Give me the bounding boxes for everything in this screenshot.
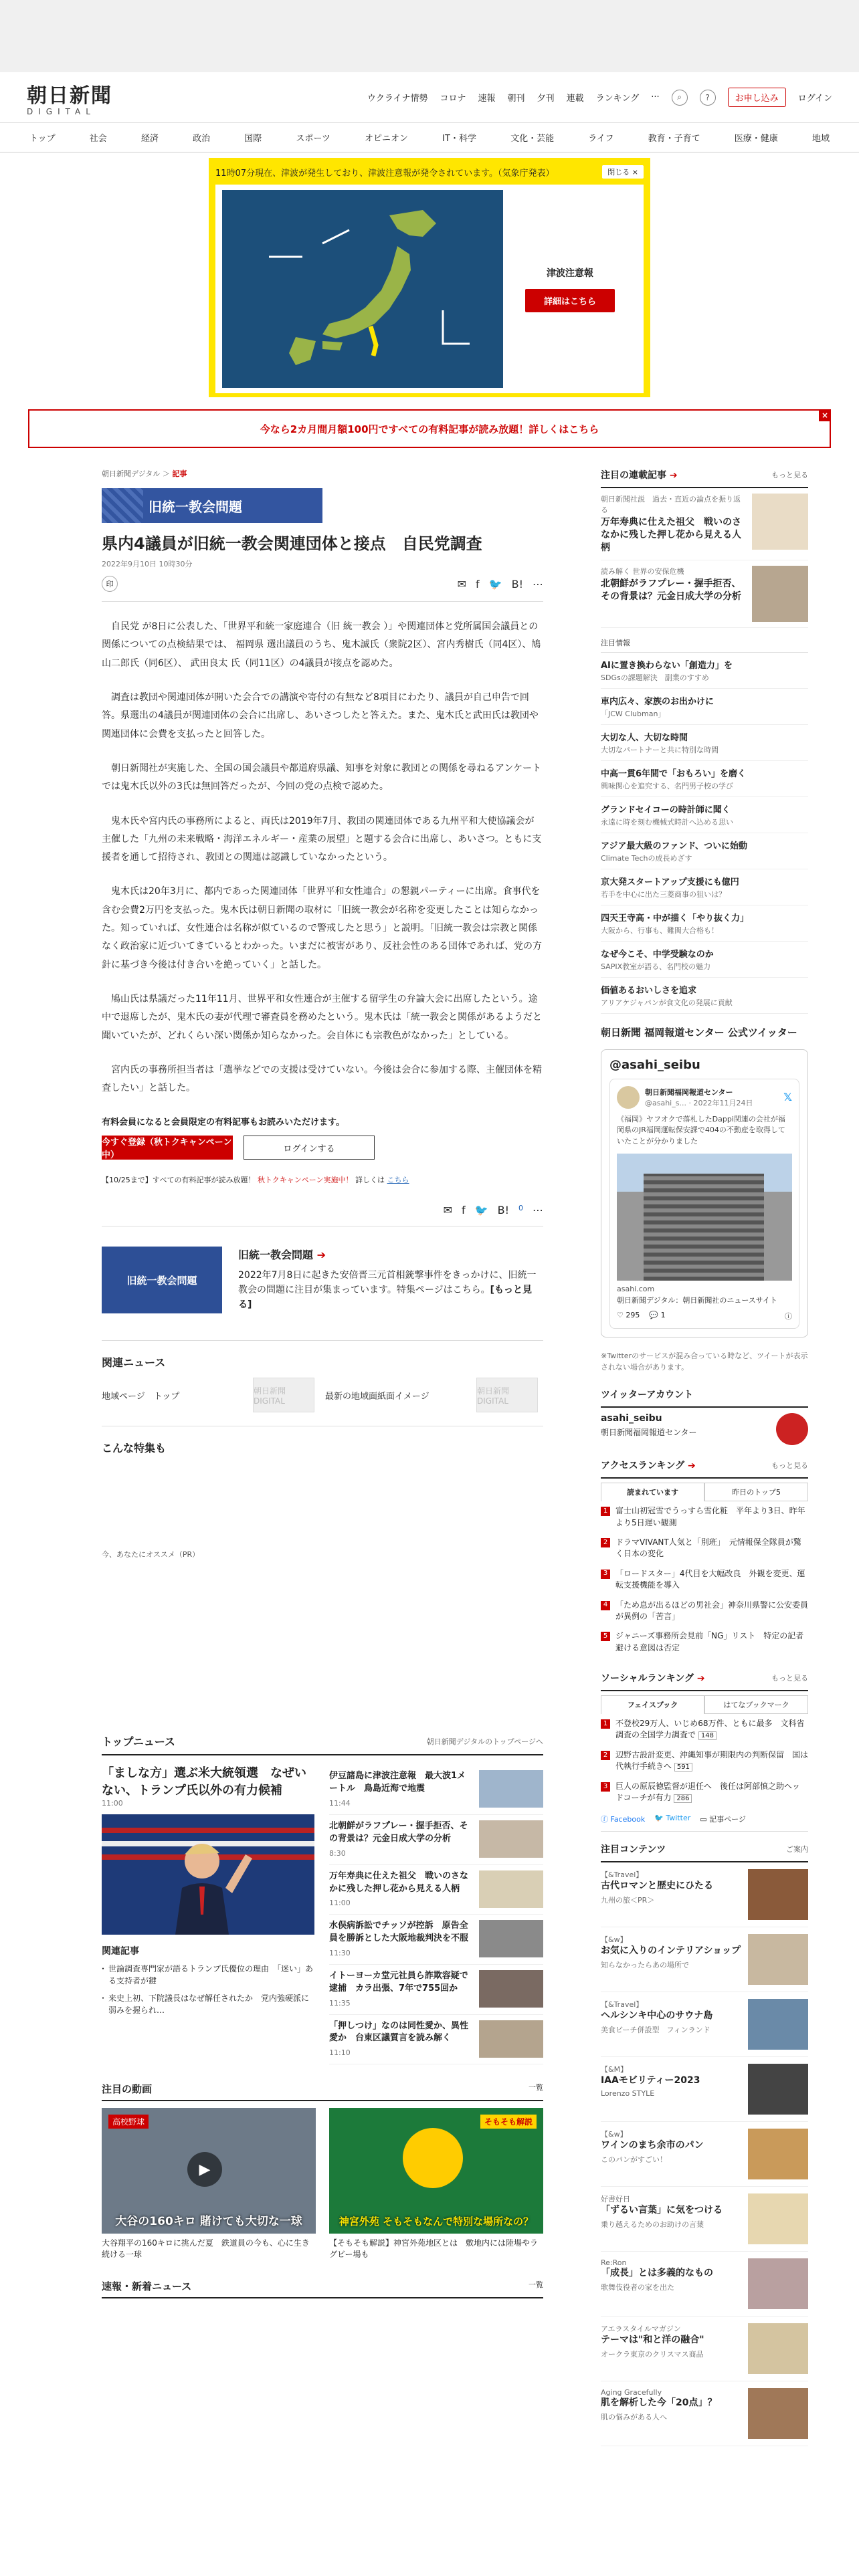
search-icon[interactable]: ⌕ <box>672 90 688 106</box>
mail-icon[interactable]: ✉ <box>443 1204 453 1217</box>
content-title: テーマは"和と洋の融合" <box>601 2334 704 2345</box>
ranking-item[interactable] <box>601 1533 808 1564</box>
series-kicker: 朝日新聞社説 過去・直近の論点を振り返る <box>601 495 741 514</box>
notice-item[interactable] <box>601 942 808 978</box>
topic-more-link[interactable]: [もっと見る] <box>238 1285 533 1310</box>
reply-count: 1 <box>660 1311 666 1320</box>
cat-top[interactable]: トップ <box>29 134 56 144</box>
subscription-promo-banner[interactable] <box>28 409 831 448</box>
article-paragraph: 調査は教団や関連団体が開いた会合での講演や寄付の有無など8項目にわたり、議員が自己申告で回答。県選出の4議員が関連団体の会合に出席し、あいさつしたと答えた。また、鬼木氏と武田氏は教団や関連団体に会費を支払ったと回答した。 <box>102 692 539 740</box>
tab-yesterday-top5[interactable]: 昨日のトップ5 <box>704 1483 808 1501</box>
alert-banner-text: 11時07分現在、津波が発生しており、津波注意報が発令されています。（気象庁発表） <box>215 168 555 179</box>
article-paragraph: 鬼木氏や宮内氏の事務所によると、両氏は2019年7月、教団の関連団体である九州平和大使協議会が主催した「九州の未来戦略・海洋エネルギー・産業の展望」と題する会合に出席し、あいさつ。ともに支援者を通して招待され、教団との関連は認識していなかったという。 <box>102 815 542 863</box>
social-more-link[interactable]: もっと見る <box>771 1674 808 1683</box>
arrow-right-icon: ➔ <box>688 1461 696 1472</box>
topic-title: 旧統一教会問題 <box>238 1249 314 1262</box>
campaign-b: 秋トクキャンペーン実施中！ <box>257 1176 353 1185</box>
content-title: お気に入りのインテリアショップ <box>601 1945 741 1956</box>
content-title: ワインのまち余市のパン <box>601 2139 704 2151</box>
news-time: 11:00 <box>329 1899 351 1908</box>
content-sub: 歌舞伎役者の家を出た <box>601 2283 674 2292</box>
notice-sub: Climate Techの成長めざす <box>601 853 692 863</box>
rank-number: 1 <box>601 1507 610 1516</box>
article-column <box>102 468 543 2446</box>
tweet-link-site: asahi.com <box>617 1285 655 1294</box>
series-more-link[interactable]: もっと見る <box>771 471 808 479</box>
news-time: 8:30 <box>329 1848 346 1858</box>
rank-number: 1 <box>601 1719 610 1729</box>
news-item[interactable] <box>329 1815 543 1865</box>
rank-title: 富士山初冠雪でうっすら雪化粧 平年より3日、昨年より5日遅い観測 <box>615 1506 805 1527</box>
account-avatar <box>776 1413 808 1445</box>
facebook-icon[interactable]: f <box>462 1204 466 1217</box>
arrow-right-icon: ➔ <box>696 1673 705 1685</box>
series-thumb <box>752 566 808 622</box>
tab-most-read[interactable]: 読まれています <box>601 1483 704 1501</box>
tweet-meta: @asahi_s... · 2022年11月24日 <box>645 1098 753 1107</box>
content-item[interactable] <box>601 1992 808 2057</box>
related-news-row <box>102 1378 543 1426</box>
content-heading: 注目コンテンツ <box>601 1844 666 1855</box>
arrow-right-icon: ➔ <box>316 1249 326 1262</box>
topic-image: 旧統一教会問題 <box>102 1247 222 1313</box>
news-title: 万年寿典に仕えた祖父 戦いのさなかに残した押し花から見える人柄 <box>329 1870 469 1894</box>
notice-title: 四天王寺高・中が描く「やり抜く力」 <box>601 913 749 924</box>
content-sub: 美食ビーチ併設型 フィンランド <box>601 2026 710 2035</box>
social-title: 辺野古設計変更、沖縄知事が期限内の判断保留 国は代執行手続きへ <box>615 1749 809 1772</box>
series-title: 北朝鮮がラフプレー・握手拒否、その背景は？元金日成大学の分析 <box>601 578 741 602</box>
apply-button[interactable]: お申し込み <box>728 88 786 107</box>
cat-region[interactable]: 地域 <box>812 134 830 144</box>
social-count: 148 <box>698 1731 717 1740</box>
content-kicker: 【&Travel】 <box>601 2000 644 2009</box>
cat-society[interactable]: 社会 <box>89 134 107 144</box>
article-paragraph: 朝日新聞社が実施した、全国の国会議員や都道府県議、知事を対象に教団との関係を尋ねるアンケートでは鬼木氏以外の3氏は無回答だったが、今回の党の点検で認めた。 <box>102 762 542 792</box>
content-sub: このパンがすごい！ <box>601 2155 667 2165</box>
cat-it-science[interactable]: IT・科学 <box>442 134 476 144</box>
video-thumb <box>329 2108 543 2234</box>
news-item[interactable] <box>329 1865 543 1915</box>
top-page-link[interactable]: 朝日新聞デジタルのトップページへ <box>426 1737 543 1746</box>
japan-map <box>222 190 503 388</box>
content-sub: オークラ東京のクリスマス商品 <box>601 2350 704 2359</box>
content-thumb <box>748 2129 808 2179</box>
content-title: 「ずるい言葉」に気をつける <box>601 2204 723 2216</box>
content-item[interactable] <box>601 2057 808 2122</box>
notice-item[interactable] <box>601 905 808 942</box>
twitter-handle[interactable]: @asahi_seibu <box>609 1057 700 1072</box>
rank-number: 5 <box>601 1632 610 1641</box>
news-time: 11:44 <box>329 1799 351 1808</box>
rank-number: 2 <box>601 1751 610 1760</box>
video-label: そもそも解説 <box>480 2115 537 2129</box>
notice-item[interactable] <box>601 797 808 833</box>
share-bar <box>102 576 543 602</box>
content-kicker: 【&w】 <box>601 1935 628 1944</box>
top-news-heading: トップニュース <box>102 1735 175 1749</box>
content-thumb <box>748 2193 808 2244</box>
series-item[interactable] <box>601 560 808 628</box>
notice-sub: 大切なパートナーと共に特別な時間 <box>601 745 719 754</box>
cat-life[interactable]: ライフ <box>588 134 614 144</box>
lead-news-title[interactable]: 「ましな方」選ぶ米大統領選 なぜいない、トランプ氏以外の有力候補 <box>102 1766 306 1798</box>
content-title: 「成長」とは多義的なもの <box>601 2267 713 2278</box>
avatar <box>617 1086 640 1109</box>
play-icon: ▶ <box>187 2152 222 2187</box>
social-item[interactable] <box>601 1714 808 1745</box>
more-share-icon[interactable]: ⋯ <box>533 1204 543 1217</box>
notice-sub: 大阪から、行事も、難関大合格も！ <box>601 926 719 935</box>
content-thumb <box>748 2258 808 2309</box>
news-thumb <box>479 2020 543 2058</box>
character-illustration <box>403 2128 463 2188</box>
content-item[interactable] <box>601 1862 808 1927</box>
video-label: 高校野球 <box>108 2115 149 2129</box>
notice-sub: 若手を中心に出た三菱商事の狙いは？ <box>601 889 726 899</box>
content-kicker: 【&w】 <box>601 2129 628 2139</box>
tweet-image <box>617 1154 792 1281</box>
related-link[interactable]: 地域ページ トップ <box>102 1391 180 1402</box>
site-logo[interactable] <box>27 79 134 116</box>
notice-sub: SAPIX教室が語る、名門校の魅力 <box>601 962 711 971</box>
logo-main: 朝日新聞 <box>27 84 112 108</box>
member-notice: 有料会員になると会員限定の有料記事もお読みいただけます。 <box>102 1117 345 1128</box>
mail-icon[interactable]: ✉ <box>457 577 467 591</box>
notice-title: 車内広々、家族のお出かけに <box>601 696 714 707</box>
campaign-text <box>102 1174 543 1185</box>
topic-desc: 2022年7月8日に起きた安倍晋三元首相銃撃事件をきっかけに、旧統一教会の問題に注目が集まっています。特集ページはこちら。 <box>238 1270 537 1296</box>
top-ad-band <box>0 0 859 72</box>
content-title: 肌を解析した今「20点」？ <box>601 2397 717 2408</box>
video-card[interactable] <box>102 2108 316 2260</box>
cat-opinion[interactable]: オピニオン <box>365 134 409 144</box>
notice-item[interactable] <box>601 833 808 869</box>
alert-detail-button[interactable]: 詳細はこちら <box>525 289 615 312</box>
article-paragraph: 宮内氏の事務所担当者は「選挙などでの支援は受けていない。今後は会合に参加する際、主催団体を精査したい」と話した。 <box>102 1064 542 1094</box>
pr-label: 今、あなたにオススメ（PR） <box>102 1550 200 1560</box>
social-item[interactable] <box>601 1745 808 1777</box>
series-item[interactable] <box>601 488 808 560</box>
social-title: 巨人の原辰徳監督が退任へ 後任は阿部慎之助ヘッドコーチが有力 <box>615 1781 801 1803</box>
heart-icon[interactable]: ♡ 295 <box>617 1311 640 1320</box>
article-page-link[interactable]: ▭ 記事ページ <box>700 1814 746 1824</box>
related-thumb-placeholder: 朝日新聞 DIGITAL <box>253 1378 314 1412</box>
video-thumb <box>102 2108 316 2234</box>
account-name[interactable]: asahi_seibu <box>601 1413 662 1424</box>
topic-banner-label: 旧統一教会問題 <box>149 498 242 515</box>
news-thumb <box>479 1920 543 1957</box>
nav-ukraine[interactable]: ウクライナ情勢 <box>367 94 428 104</box>
video-card[interactable] <box>329 2108 543 2260</box>
news-item[interactable] <box>329 1765 543 1815</box>
cat-politics[interactable]: 政治 <box>193 134 211 144</box>
content-title: ヘルシンキ中心のサウナ島 <box>601 2010 713 2021</box>
rank-number: 3 <box>601 1782 610 1792</box>
promo-close-button[interactable]: × <box>819 409 831 421</box>
news-title: イトーヨーカ堂元社員ら詐欺容疑で逮捕 カラ出張、7年で755回か <box>329 1970 468 1994</box>
content-sub: Lorenzo STYLE <box>601 2089 655 2099</box>
content-thumb <box>748 1934 808 1985</box>
news-title: 「押しつけ」なのは同性愛か、異性愛か 台東区議質言を読み解く <box>329 2020 469 2044</box>
cat-health[interactable]: 医療・健康 <box>734 134 778 144</box>
campaign-link[interactable]: こちら <box>387 1176 409 1185</box>
top-nav <box>367 88 832 107</box>
article-date: 2022年9月10日 10時30分 <box>102 560 193 569</box>
series-title: 万年寿典に仕えた祖父 戦いのさなかに残した押し花から見える人柄 <box>601 517 741 553</box>
news-thumb <box>479 1820 543 1858</box>
related-articles-heading: 関連記事 <box>102 1945 139 1957</box>
twitter-note: ※Twitterのサービスが混み合っている時など、ツイートが表示されない場合があります。 <box>601 1352 808 1372</box>
nav-ranking[interactable]: ランキング <box>595 94 640 104</box>
tsunami-alert-panel <box>209 158 650 397</box>
news-title: 北朝鮮がラフプレー・握手拒否、その背景は？元金日成大学の分析 <box>329 1821 468 1844</box>
series-thumb <box>752 494 808 550</box>
rank-title: ドラマVIVANT人気と「別班」 元情報保全隊員が驚く日本の変化 <box>615 1537 801 1559</box>
like-count: 295 <box>626 1311 640 1320</box>
top-news-section <box>102 1733 543 2298</box>
series-heading: 注目の連載記事 <box>601 470 666 481</box>
news-thumb <box>479 1870 543 1908</box>
category-nav <box>0 123 859 152</box>
related-article[interactable]: ・ 来史上初、下院議長はなぜ解任されたか 党内強硬派に弱みを握られ… <box>102 1992 314 2016</box>
cat-international[interactable]: 国際 <box>244 134 262 144</box>
rank-number: 4 <box>601 1601 610 1610</box>
notice-heading: 注目情報 <box>601 637 808 653</box>
alert-title: 津波注意報 <box>547 267 593 279</box>
ranking-item[interactable] <box>601 1596 808 1627</box>
register-button[interactable]: 今すぐ登録（秋トクキャンペーン中） <box>102 1136 233 1160</box>
content-sub: 乗り越えるためのお助けの言葉 <box>601 2220 704 2230</box>
info-icon[interactable]: ⓘ <box>785 1312 792 1321</box>
breadcrumb-current: 記事 <box>172 469 187 478</box>
login-link[interactable]: ログイン <box>797 94 832 104</box>
tweet-user: 朝日新聞福岡報道センター <box>645 1087 733 1097</box>
content-item[interactable] <box>601 2252 808 2317</box>
video-caption: 【そもそも解説】神宮外苑地区とは 敷地内には陸場やラグビー場も <box>329 2238 539 2259</box>
news-thumb <box>479 1970 543 2008</box>
video-heading: 注目の動画 <box>102 2083 153 2096</box>
nav-morning[interactable]: 朝刊 <box>507 94 525 104</box>
breadcrumb: 朝日新聞デジタル ＞ 記事 <box>102 469 187 478</box>
news-item[interactable] <box>329 2015 543 2065</box>
nav-breaking[interactable]: 速報 <box>478 94 496 104</box>
lead-news-photo[interactable] <box>102 1814 314 1935</box>
content-thumb <box>748 2388 808 2439</box>
breadcrumb-home[interactable]: 朝日新聞デジタル <box>102 469 161 478</box>
news-thumb <box>479 1770 543 1808</box>
ranking-item[interactable] <box>601 1564 808 1596</box>
notice-title: なぜ今こそ、中学受験なのか <box>601 949 714 960</box>
alert-close-button[interactable]: 閉じる × <box>602 165 644 179</box>
share-count: 0 <box>518 1204 523 1213</box>
social-item[interactable] <box>601 1777 808 1808</box>
notice-item[interactable] <box>601 725 808 761</box>
cat-culture[interactable]: 文化・芸能 <box>510 134 555 144</box>
tab-hatena[interactable]: はてなブックマーク <box>704 1695 808 1714</box>
content-sub: 知らなかったらあの場所で <box>601 1961 689 1970</box>
ranking-heading: アクセスランキング <box>601 1461 685 1472</box>
twitter-bird-icon: 𝕏 <box>783 1091 792 1104</box>
social-title: 不登校29万人、いじめ68万件、ともに最多 文科省調査の全国学力調査で <box>615 1719 805 1740</box>
rank-number: 2 <box>601 1538 610 1547</box>
content-kicker: Re:Ron <box>601 2258 627 2267</box>
content-kicker: 【&M】 <box>601 2064 628 2074</box>
rank-title: ジャニーズ事務所会見前「NG」リスト 特定の記者避ける意図は否定 <box>615 1631 804 1652</box>
twitter-label: Twitter <box>666 1813 691 1822</box>
promo-text: 今なら2カ月間月額100円ですべての有料記事が読み放題！詳しくはこちら <box>260 423 599 435</box>
related-news-heading: 関連ニュース <box>102 1356 166 1370</box>
related-thumb-placeholder: 朝日新聞 DIGITAL <box>476 1378 538 1412</box>
nav-corona[interactable]: コロナ <box>440 94 466 104</box>
notice-title: 京大発スタートアップ支援にも億円 <box>601 877 739 887</box>
content-thumb <box>748 1999 808 2050</box>
share-bar-bottom <box>102 1204 543 1226</box>
notice-sub: 興味関心を追究する、名門男子校の学び <box>601 781 733 790</box>
facebook-label: Facebook <box>610 1814 646 1824</box>
news-item[interactable] <box>329 1965 543 2015</box>
logo-sub: DIGITAL <box>27 106 96 116</box>
content-kicker: 好書好日 <box>601 2194 630 2204</box>
tab-facebook[interactable]: フェイスブック <box>601 1695 704 1714</box>
series-kicker: 読み解く 世界の安保危機 <box>601 566 684 576</box>
notice-item[interactable] <box>601 689 808 725</box>
campaign-c: 詳しくは <box>355 1176 385 1185</box>
hatena-icon[interactable]: B! <box>497 1204 509 1217</box>
notice-title: グランドセイコーの時計師に聞く <box>601 804 731 815</box>
account-desc: 朝日新聞福岡報道センター <box>601 1428 697 1438</box>
speed-news-more[interactable]: 一覧 <box>529 2280 543 2289</box>
content-title: IAAモビリティー2023 <box>601 2074 700 2086</box>
login-button[interactable]: ログインする <box>244 1136 375 1160</box>
notice-title: アジア最大級のファンド、ついに始動 <box>601 841 748 851</box>
news-time: 11:35 <box>329 1998 351 2008</box>
more-share-icon[interactable]: ⋯ <box>533 577 543 591</box>
notice-title: AIに置き換わらない「創造力」を <box>601 660 733 671</box>
news-time: 11:30 <box>329 1948 351 1957</box>
content-item[interactable] <box>601 1927 808 1992</box>
reply-icon[interactable]: 💬 1 <box>649 1311 666 1320</box>
news-title: 水俣病訴訟でチッソが控訴 原告全員を勝訴とした大阪地裁判決を不服 <box>329 1921 469 1944</box>
video-overlay-text: 大谷の160キロ 賭けても大切な一球 <box>115 2215 302 2229</box>
rank-title: 「ため息が出るほどの男社会」神奈川県警に公安委員が異例の「苦言」 <box>615 1600 809 1621</box>
cat-sports[interactable]: スポーツ <box>296 134 330 144</box>
notice-item[interactable] <box>601 653 808 689</box>
rank-number: 3 <box>601 1570 610 1579</box>
content-item[interactable] <box>601 2381 808 2446</box>
content-sub: 肌の悩みがある人へ <box>601 2413 667 2422</box>
arrow-right-icon: ➔ <box>669 470 678 481</box>
news-title: 伊豆諸島に津波注意報 最大波1メートル 鳥島近海で地震 <box>329 1771 466 1794</box>
twitter-icon[interactable]: 🐦 <box>474 1204 488 1217</box>
social-ranking-heading: ソーシャルランキング <box>601 1673 694 1685</box>
help-icon[interactable]: ? <box>700 90 716 106</box>
video-caption: 大谷翔平の160キロに挑んだ夏 鉄道員の今も、心に生き続ける一球 <box>102 2238 310 2259</box>
topic-box[interactable] <box>102 1247 543 1341</box>
twitter-embed <box>601 1049 808 1338</box>
news-time: 11:10 <box>329 2048 351 2058</box>
notice-sub: 永遠に時を刻む機械式時計へ込める思い <box>601 817 733 827</box>
notice-item[interactable] <box>601 761 808 797</box>
twitter-follow[interactable]: 🐦 Twitter <box>654 1813 691 1822</box>
rank-title: 「ロードスター」4代目を大幅改良 外観を変更、運転支援機能を導入 <box>615 1568 805 1590</box>
video-more-link[interactable]: 一覧 <box>529 2083 543 2092</box>
tweet-text: 《福岡》ヤフオクで落札したDappi関連の会社が福岡県のJR福岡運転保安課で404の不動産を取得していたことが分かりました <box>617 1114 785 1146</box>
cat-economy[interactable]: 経済 <box>140 134 159 144</box>
facebook-icon[interactable]: f <box>476 577 480 591</box>
article-paragraph: 鬼木氏は20年3月に、都内であった関連団体「世界平和女性連合」の懇親パーティーに出席。食事代を含む会費2万円を支払った。鬼木氏は朝日新聞の取材に「旧統一教会が名称を変更したことは知らなかった。知っていれば、女性連合は名称が似ているので警戒したと思う」と説明。「旧統一教会は宗教と関係なく政治家に近づいてきているとわかった。いまだに被害があり、反社会性のある団体であれば、党の方針に基づき今後は付き合いを絶っていく」と話した。 <box>102 886 542 970</box>
article-title: 県内4議員が旧統一教会関連団体と接点 自民党調査 <box>102 534 482 553</box>
notice-title: 大切な人、大切な時間 <box>601 732 688 743</box>
news-item[interactable] <box>329 1915 543 1965</box>
speed-news-heading: 速報・新着ニュース <box>102 2280 192 2292</box>
print-icon[interactable]: 印 <box>102 576 118 592</box>
tweet-card[interactable] <box>609 1079 799 1329</box>
notice-item[interactable] <box>601 869 808 905</box>
ranking-item[interactable] <box>601 1501 808 1533</box>
lead-news-time: 11:00 <box>102 1798 123 1808</box>
article-page-label: 記事ページ <box>709 1814 746 1824</box>
twitter-section-heading: 朝日新聞 福岡報道センター 公式ツイッター <box>601 1026 797 1039</box>
site-header <box>0 72 859 123</box>
content-item[interactable] <box>601 2187 808 2252</box>
content-thumb <box>748 2323 808 2374</box>
more-menu-button[interactable]: ··· <box>651 92 660 102</box>
nav-evening[interactable]: 夕刊 <box>537 94 555 104</box>
article-paragraph: 鳩山氏は県議だった11年11月、世界平和女性連合が主催する留学生の弁論大会に出席したという。途中で退席したが、鬼木氏の妻が代理で審査員を務めたという。鬼木氏は「統一教会と関係があるようだと聞いていたが、どれくらい深い関係か知らなかった。会自体にも宗教色がなかった」としている。 <box>102 993 542 1041</box>
notice-item[interactable] <box>601 978 808 1014</box>
notice-sub: 「JCW Clubman」 <box>601 709 666 718</box>
video-overlay-text: 神宮外苑 そもそもなんで特別な場所なの？ <box>339 2216 534 2228</box>
content-title: 古代ロマンと歴史にひたる <box>601 1880 713 1891</box>
notice-title: 中高一貫6年間で「おもろい」を磨く <box>601 768 747 779</box>
ranking-more-link[interactable]: もっと見る <box>771 1461 808 1471</box>
content-sub: 九州の旅＜PR＞ <box>601 1896 655 1905</box>
notice-sub: SDGsの課題解決 副業のすすめ <box>601 673 709 682</box>
twitter-account-heading: ツイッターアカウント <box>601 1390 694 1401</box>
special-heading: こんな特集も <box>102 1442 167 1455</box>
article-body <box>102 618 543 1097</box>
tweet-link-title[interactable]: 朝日新聞デジタル：朝日新聞社のニュースサイト <box>617 1296 777 1305</box>
topic-banner[interactable] <box>102 488 322 523</box>
twitter-icon[interactable]: 🐦 <box>488 577 502 591</box>
content-thumb <box>748 1869 808 1920</box>
content-kicker: アエラスタイルマガジン <box>601 2324 681 2333</box>
content-thumb <box>748 2064 808 2115</box>
sidebar <box>601 468 808 2446</box>
cat-education[interactable]: 教育・子育て <box>648 134 700 144</box>
content-kicker: Aging Gracefully <box>601 2387 662 2397</box>
related-link[interactable]: 最新の地域面紙面イメージ <box>325 1391 430 1402</box>
nav-series[interactable]: 連載 <box>566 94 584 104</box>
content-kicker: 【&Travel】 <box>601 1870 644 1879</box>
ranking-item[interactable] <box>601 1626 808 1658</box>
notice-title: 価値あるおいしさを追求 <box>601 985 697 996</box>
social-count: 591 <box>674 1763 692 1772</box>
related-article[interactable]: ・ 世論調査専門家が語るトランプ氏優位の理由 「迷い」ある支持者が鍵 <box>102 1963 314 1987</box>
facebook-follow[interactable]: ⓕ Facebook <box>601 1814 646 1824</box>
campaign-a: 【10/25まで】すべての有料記事が読み放題！ <box>102 1176 256 1185</box>
article-paragraph: 自民党 が8日に公表した、「世界平和統一家庭連合（旧 統一教会 ）」や関連団体と党所属国会議員との関係についての点検結果では、 福岡県 選出議員のうち、鬼木誠氏（衆院2区）、宮内秀樹氏（同4区）、鳩山二郎氏（同6区）、 武田良太 氏（同11区）の4議員が接点を認めた。 <box>102 621 541 669</box>
content-item[interactable] <box>601 2122 808 2187</box>
social-count: 286 <box>674 1794 692 1803</box>
content-item[interactable] <box>601 2317 808 2381</box>
content-more-link[interactable]: ご案内 <box>786 1844 808 1854</box>
notice-sub: アリアケジャパンが食文化の発展に貢献 <box>601 998 733 1007</box>
hatena-icon[interactable]: B! <box>511 577 523 591</box>
